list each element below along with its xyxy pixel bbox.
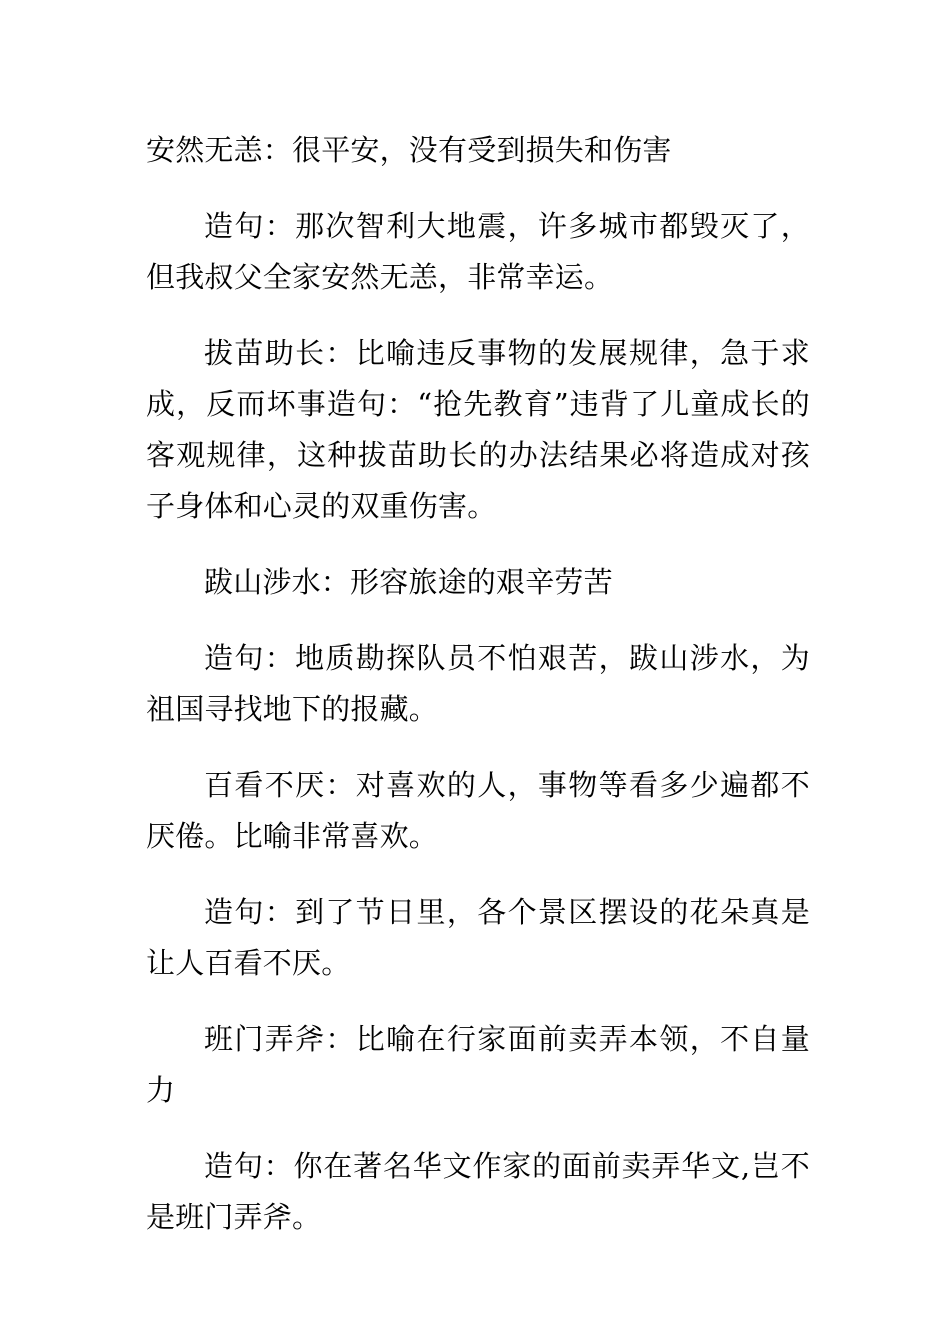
paragraph-bamiao-zhuzhang: 拔苗助长：比喻违反事物的发展规律，急于求成，反而坏事造句：“抢先教育”违背了儿童成长的客观规律，这种拔苗助长的办法结果必将造成对孩子身体和心灵的双重伤害。 xyxy=(146,336,810,523)
paragraph-baikan-buyan-example: 造句：到了节日里，各个景区摆设的花朵真是让人百看不厌。 xyxy=(146,895,810,980)
paragraph-bashan-sheshui-definition: 跋山涉水：形容旅途的艰辛劳苦 xyxy=(204,565,613,599)
paragraph-anran-wuyang-example: 造句：那次智利大地震，许多城市都毁灭了，但我叔父全家安然无恙，非常幸运。 xyxy=(146,209,810,294)
document-body xyxy=(146,125,810,1268)
paragraph-banmen-nongfu-example: 造句：你在著名华文作家的面前卖弄华文,岂不是班门弄斧。 xyxy=(146,1149,810,1234)
paragraph-banmen-nongfu-definition: 班门弄斧：比喻在行家面前卖弄本领，不自量力 xyxy=(146,1022,810,1107)
paragraph-anran-wuyang-definition: 安然无恙：很平安，没有受到损失和伤害 xyxy=(146,133,672,167)
paragraph-bashan-sheshui-example: 造句：地质勘探队员不怕艰苦，跋山涉水，为祖国寻找地下的报藏。 xyxy=(146,641,810,726)
paragraph-baikan-buyan-definition: 百看不厌：对喜欢的人，事物等看多少遍都不厌倦。比喻非常喜欢。 xyxy=(146,768,810,853)
